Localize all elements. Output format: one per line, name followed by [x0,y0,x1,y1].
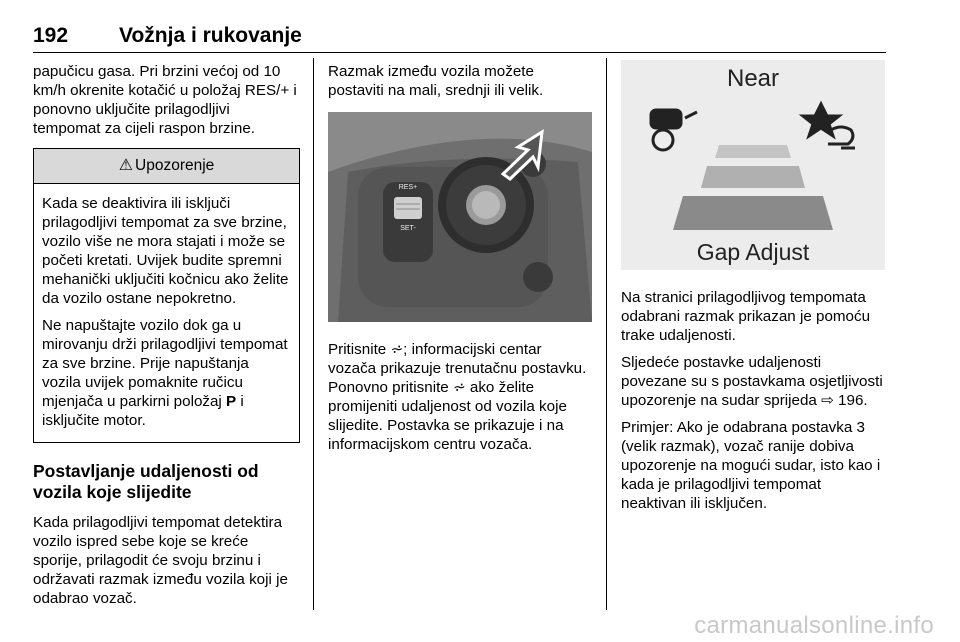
section-title: Vožnja i rukovanje [119,24,302,47]
column-divider [606,58,607,610]
res-set-rocker [383,182,433,262]
watermark: carmanualsonline.info [694,612,934,639]
subsection-heading: Postavljanje udaljenosti od vozila koje slijedite [33,461,259,502]
warning-paragraph-1: Kada se deaktivira ili isključi prilagodljivi tempomat za sve brzine, vozilo više ne mora stajati i može se početi kretati. Uvijek budite spremni mehanički uključiti kočnicu ako želite da vozilo ostane nepokretno. [42,195,289,307]
column-divider [313,58,314,610]
column-3 [621,62,886,521]
steering-wheel-illustration [328,112,592,322]
park-position: P [226,393,237,410]
page-number: 192 [33,24,69,47]
gap-display-illustration [621,60,885,270]
warning-text: Ne napuštajte vozilo dok ga u mirovanju drži prilagodljivi tempomat za sve brzine. Prije napuštanja vozila uvijek pomaknite ručicu mjenjača u parkirni položaj [42,317,288,410]
column-1 [33,62,300,616]
warning-icon: ⚠ [118,157,134,174]
column-2 [328,62,592,462]
warning-header [34,149,299,184]
body-paragraph: Pritisnite ⩫; informacijski centar vozača prikazuje trenutačnu postavku. Ponovno pritisnite ⩫ ako želite promijeniti udaljenost od vozila koje slijedite. Postavka se prikazuje i na informacijskom centru vozača. [328,341,587,453]
warning-paragraph-2 [42,316,291,430]
display-near-label: Near [726,65,780,92]
warning-body [34,184,299,442]
body-paragraph-3: Primjer: Ako je odabrana postavka 3 (velik razmak), vozač ranije dobiva upozorenje na mogući sudar, isto kao i kada je prilagodljivi tempomat neaktivan ili isključen. [621,419,881,512]
warning-title: Upozorenje [135,157,215,174]
warning-box [33,148,300,443]
body-paragraph-1: Na stranici prilagodljivog tempomata odabrani razmak prikazan je pomoću trake udaljenosti. [621,289,871,344]
set-label: SET- [400,225,416,232]
intro-paragraph: Razmak između vozila možete postaviti na mali, srednji ili velik. [328,63,544,99]
display-gap-adjust-label: Gap Adjust [696,239,810,265]
body-paragraph-2: Sljedeće postavke udaljenosti povezane su s postavkama osjetljivosti upozorenje na sudar sprijeda ⇨ 196. [621,354,883,409]
res-label: RES+ [398,184,418,191]
body-paragraph: Kada prilagodljivi tempomat detektira vozilo ispred sebe koje se kreće sporije, prilagodit će svoju brzinu i održavati razmak između vozila koji je odabrao vozač. [33,514,288,607]
intro-paragraph: papučicu gasa. Pri brzini većoj od 10 km/h okrenite kotačić u položaj RES/+ i ponovno uključite prilagodljivi tempomat za cijeli raspon brzine. [33,63,297,137]
warning-text: i isključite motor. [42,393,244,429]
page-header [33,22,886,53]
